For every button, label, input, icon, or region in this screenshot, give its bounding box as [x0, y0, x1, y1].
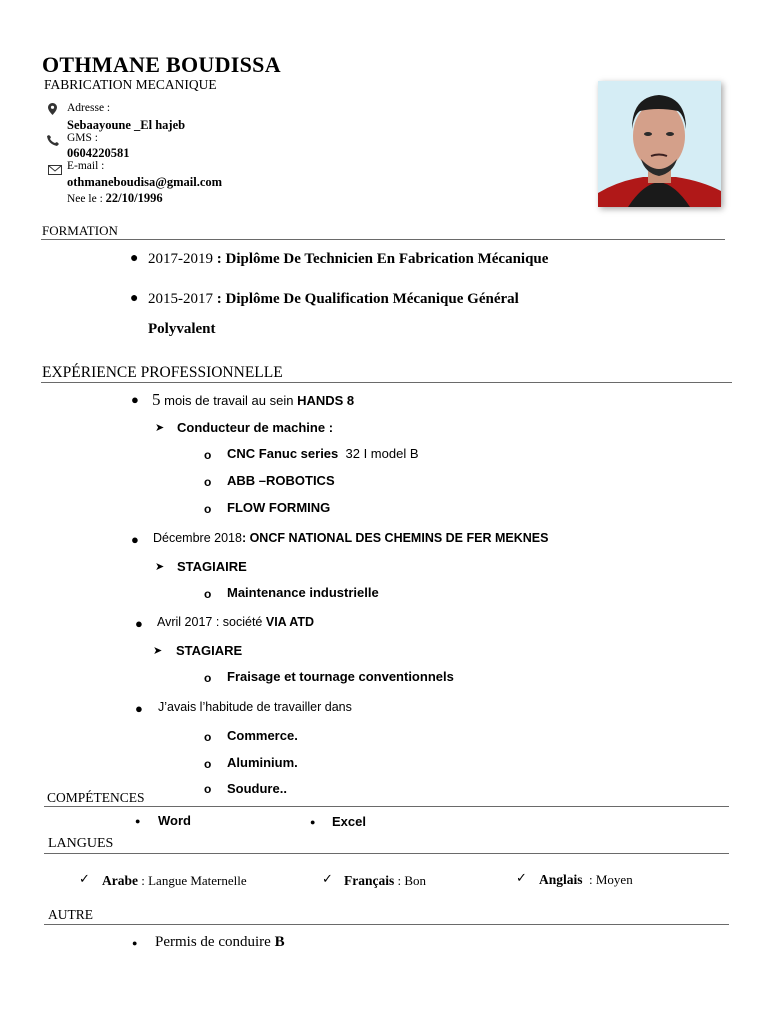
job-detail: ABB –ROBOTICS [227, 473, 335, 488]
arrow-bullet-icon: ➤ [155, 560, 165, 573]
address-value: Sebaayoune _El hajeb [67, 118, 186, 132]
formation-years: 2017-2019 [148, 251, 213, 267]
envelope-icon [48, 165, 62, 178]
job-company: HANDS 8 [297, 393, 355, 408]
job-detail: Commerce. [227, 728, 298, 743]
formation-sep: : [213, 251, 226, 267]
job-company: : ONCF NATIONAL DES CHEMINS DE FER MEKNES [241, 531, 549, 545]
job-detail: Fraisage et tournage conventionnels [227, 669, 454, 684]
circle-bullet-icon: o [204, 502, 212, 516]
email-label: E-mail : [67, 160, 105, 172]
job-text: mois de travail au sein [160, 393, 298, 408]
experience-divider [41, 382, 732, 383]
checkmark-icon: ✓ [79, 872, 90, 887]
experience-title: EXPÉRIENCE PROFESSIONNELLE [42, 364, 283, 381]
formation-item [148, 251, 548, 268]
formation-label: Diplôme De Qualification Mécanique Général [225, 291, 519, 307]
competences-title: COMPÉTENCES [47, 790, 145, 805]
circle-bullet-icon: o [204, 757, 212, 771]
autre-item [155, 934, 285, 951]
bullet-icon: ● [135, 616, 143, 631]
birth-date-line [67, 191, 163, 206]
formation-label: Diplôme De Technicien En Fabrication Mécanique [225, 251, 549, 267]
job-date: Décembre 2018 [153, 531, 242, 545]
gsm-value: 0604220581 [67, 146, 130, 160]
job-line [157, 615, 314, 629]
job-date: Avril 2017 [157, 615, 213, 629]
autre-title: AUTRE [48, 907, 93, 922]
formation-label-continued: Polyvalent [148, 321, 216, 337]
formation-title: FORMATION [42, 223, 118, 238]
bullet-icon: ● [130, 291, 139, 306]
circle-bullet-icon: o [204, 671, 212, 685]
langues-title: LANGUES [48, 836, 114, 851]
job-detail: CNC Fanuc series 32 I model B [227, 446, 419, 461]
birth-value: 22/10/1996 [105, 191, 163, 205]
phone-icon [46, 134, 60, 149]
job-detail: FLOW FORMING [227, 500, 331, 515]
job-months: 5 [152, 390, 161, 409]
language-level: : Langue Maternelle [138, 873, 247, 888]
candidate-name: OTHMANE BOUDISSA [42, 52, 281, 77]
formation-years: 2015-2017 [148, 291, 213, 307]
langues-divider [44, 853, 729, 854]
formation-sep: : [213, 291, 226, 307]
location-pin-icon [48, 103, 57, 118]
formation-divider [41, 239, 725, 240]
address-label: Adresse : [67, 102, 111, 114]
job-role: Conducteur de machine : [177, 420, 334, 435]
bullet-icon: ● [310, 817, 316, 827]
job-role: STAGIAIRE [177, 559, 247, 574]
checkmark-icon: ✓ [516, 871, 527, 886]
circle-bullet-icon: o [204, 782, 212, 796]
circle-bullet-icon: o [204, 730, 212, 744]
language-item [539, 872, 633, 888]
language-level: : Moyen [582, 872, 633, 887]
email-value[interactable]: othmaneboudisa@gmail.com [67, 175, 223, 189]
job-detail: Aluminium. [227, 755, 298, 770]
bullet-icon: ● [135, 816, 141, 826]
job-line [153, 531, 548, 545]
job-detail: Soudure.. [227, 781, 287, 796]
autre-divider [44, 924, 729, 925]
language-name: Français [344, 873, 395, 888]
job-text: : société [212, 615, 266, 629]
circle-bullet-icon: o [204, 475, 212, 489]
autre-item-bold: B [274, 934, 285, 950]
formation-item [148, 291, 519, 308]
language-level: : Bon [394, 873, 427, 888]
job-title: FABRICATION MECANIQUE [44, 77, 217, 92]
profile-photo [598, 81, 721, 207]
job-company: VIA ATD [265, 615, 315, 629]
bullet-icon: ● [135, 701, 143, 716]
circle-bullet-icon: o [204, 448, 212, 462]
autre-item-text: Permis de conduire [155, 934, 275, 950]
bullet-icon: ● [130, 251, 139, 266]
skill-word: Word [158, 813, 191, 828]
language-name: Anglais [539, 872, 583, 887]
checkmark-icon: ✓ [322, 872, 333, 887]
job-detail: Maintenance industrielle [227, 585, 379, 600]
language-item [102, 873, 247, 889]
bullet-icon: ● [131, 532, 139, 547]
job-line: J’avais l’habitude de travailler dans [158, 700, 352, 714]
bullet-icon: ● [132, 938, 138, 948]
clipped-row [200, 778, 400, 796]
birth-label: Nee le : [67, 193, 103, 205]
arrow-bullet-icon: ➤ [153, 644, 163, 657]
arrow-bullet-icon: ➤ [155, 421, 165, 434]
job-role: STAGIARE [176, 643, 243, 658]
language-name: Arabe [102, 873, 138, 888]
competences-divider [44, 806, 729, 807]
language-item [344, 873, 426, 889]
circle-bullet-icon: o [204, 587, 212, 601]
job-line [152, 390, 354, 410]
skill-excel: Excel [332, 814, 366, 829]
gsm-label: GMS : [67, 132, 98, 144]
bullet-icon: ● [131, 392, 139, 407]
